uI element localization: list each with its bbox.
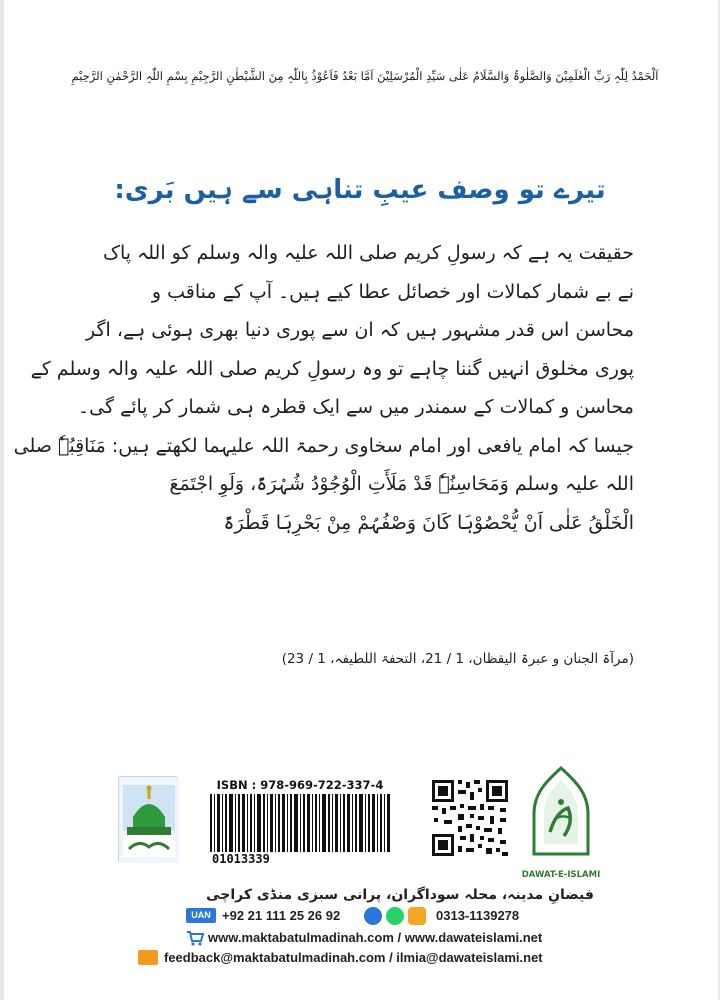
body-line: اللہ علیہ وسلم وَمَحَاسِنُہٗ قَدْ مَلَأَتِ الْوُجُوْدُ شُہْرَۃً، وَلَوِ اجْتَمَعَ bbox=[169, 473, 634, 495]
body-line: نے بے شمار کمالات اور خصائل عطا کیے ہیں۔ آپ کے مناقب و bbox=[151, 280, 634, 303]
website-row bbox=[186, 928, 626, 948]
contact-phone-row bbox=[186, 906, 586, 926]
barcode-number: 01013339 bbox=[212, 852, 270, 866]
email-row bbox=[138, 948, 638, 968]
body-line: پوری مخلوق انہیں گننا چاہے تو وہ رسولِ کریم صلی اللہ علیہ والہ وسلم کے bbox=[30, 357, 634, 380]
page-title: تیرے تو وصف عیبِ تناہی سے ہیں بَری: bbox=[114, 175, 606, 205]
bismillah-header: اَلْحَمْدُ لِلّٰہِ رَبِّ الْعٰلَمِیْنَ وَالصَّلٰوۃُ وَالسَّلَامُ عَلٰی سَیِّدِ الْمُرْسَلِیْنَ اَمَّا بَعْدُ فَاَعُوْذُ بِاللّٰہِ مِنَ الشَّیْطٰنِ الرَّجِیْمِ بِسْمِ اللّٰہِ الرَّحْمٰنِ الرَّحِیْمِ bbox=[71, 69, 659, 83]
body-line: جیسا کہ امام یافعی اور امام سخاوی رحمۃ اللہ علیہما لکھتے ہیں: مَنَاقِبُہٗ صلی bbox=[13, 434, 634, 457]
body-line: الْخَلْقُ عَلٰی اَنْ یُّحْصُوْہَا کَانَ وَصْفُہُمْ مِنْ بَحْرِہَا قَطْرَۃً bbox=[223, 511, 634, 534]
mail-icon bbox=[138, 950, 158, 965]
barcode bbox=[210, 794, 390, 852]
mobile-phone-number[interactable]: 0313-1139278 bbox=[436, 908, 520, 923]
publisher-address: فیضانِ مدینہ، محلہ سوداگران، پرانی سبزی منڈی کراچی bbox=[206, 887, 594, 903]
madina-dome-logo bbox=[118, 776, 178, 862]
uan-badge: UAN bbox=[186, 908, 216, 923]
website-links[interactable]: www.maktabatulmadinah.com / www.dawateislami.net bbox=[208, 930, 543, 945]
body-line: حقیقت یہ ہے کہ رسولِ کریم صلی اللہ علیہ والہ وسلم کو اللہ پاک bbox=[103, 242, 634, 264]
body-line: محاسن و کمالات کے سمندر میں سے ایک قطرہ ہی شمار کر پائے گی۔ bbox=[78, 396, 634, 418]
qr-code bbox=[430, 778, 510, 858]
message-icon bbox=[408, 907, 426, 925]
dawat-e-islami-logo bbox=[528, 766, 594, 870]
body-line: محاسن اس قدر مشہور ہیں کہ ان سے پوری دنیا بھری ہوئی ہے، اگر bbox=[86, 319, 634, 341]
citation-reference: (مرآۃ الجنان و عبرۃ الیقظان، 1 / 21، التحفۃ اللطیفہ، 1 / 23) bbox=[281, 651, 634, 667]
spine-shadow bbox=[0, 0, 4, 1000]
uan-phone-number[interactable]: +92 21 111 25 26 92 bbox=[222, 908, 341, 923]
dawat-e-islami-caption: DAWAT-E-ISLAMI bbox=[521, 870, 601, 880]
email-addresses[interactable]: feedback@maktabatulmadinah.com / ilmia@dawateislami.net bbox=[164, 950, 543, 965]
isbn-label: ISBN : 978-969-722-337-4 bbox=[216, 778, 384, 792]
body-paragraph bbox=[13, 234, 634, 542]
cart-icon bbox=[186, 930, 204, 946]
whatsapp-icon bbox=[386, 907, 404, 925]
isbn-barcode-block bbox=[204, 778, 396, 866]
phone-icon bbox=[364, 907, 382, 925]
